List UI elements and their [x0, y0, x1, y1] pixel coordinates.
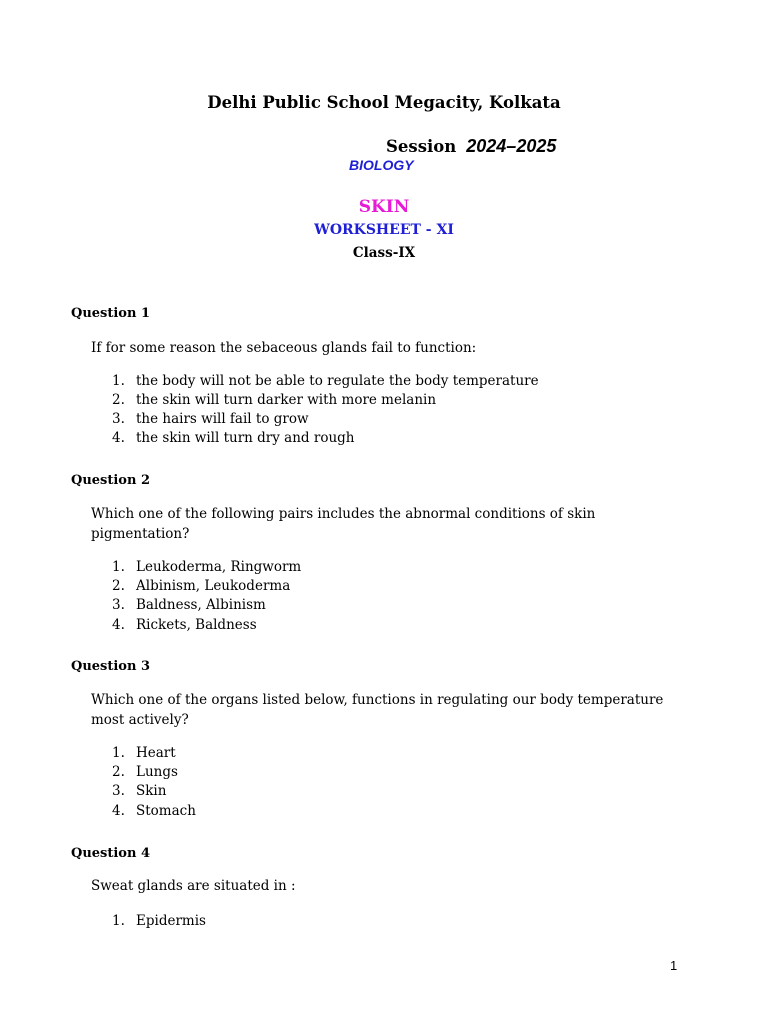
question-2-heading: Question 2 — [71, 473, 151, 488]
session-label: Session — [386, 137, 457, 156]
option-number: 1. — [112, 559, 125, 575]
session-years: 2024–2025 — [466, 136, 557, 156]
school-title: Delhi Public School Megacity, Kolkata — [207, 93, 561, 112]
option-text: Skin — [136, 783, 167, 799]
page-number: 1 — [670, 958, 678, 973]
question-3-option-3 — [112, 783, 166, 799]
option-text: Leukoderma, Ringworm — [136, 559, 302, 575]
question-2-option-3 — [112, 597, 266, 613]
question-1-option-2 — [112, 392, 436, 408]
question-3-option-1 — [112, 745, 176, 761]
option-number: 3. — [112, 783, 125, 799]
option-text: Albinism, Leukoderma — [136, 578, 291, 594]
option-text: the skin will turn dry and rough — [136, 430, 355, 446]
question-2-option-1 — [112, 559, 301, 575]
question-3-option-4 — [112, 803, 196, 819]
option-text: Stomach — [136, 803, 196, 819]
subject-label: BIOLOGY — [349, 157, 414, 173]
class-label: Class-IX — [352, 245, 416, 261]
option-text: the body will not be able to regulate the body temperature — [136, 373, 539, 389]
option-number: 1. — [112, 373, 125, 389]
option-text: Lungs — [136, 764, 178, 780]
option-number: 3. — [112, 597, 125, 613]
option-number: 4. — [112, 430, 125, 446]
option-number: 1. — [112, 745, 125, 761]
question-3-text: Which one of the organs listed below, functions in regulating our body temperature most actively? — [91, 692, 664, 728]
session-line — [386, 136, 556, 157]
question-4-heading: Question 4 — [71, 846, 151, 861]
question-1-option-3 — [112, 411, 309, 427]
question-2-option-4 — [112, 617, 257, 633]
question-1-option-1 — [112, 373, 539, 389]
question-1-option-4 — [112, 430, 354, 446]
option-text: Baldness, Albinism — [136, 597, 266, 613]
question-1-text: If for some reason the sebaceous glands fail to function: — [91, 340, 477, 356]
question-3-option-2 — [112, 764, 178, 780]
option-number: 4. — [112, 803, 125, 819]
option-number: 2. — [112, 392, 125, 408]
question-3-heading: Question 3 — [71, 659, 151, 674]
question-2-text: Which one of the following pairs includes the abnormal conditions of skin pigmentation? — [91, 506, 596, 542]
option-text: Epidermis — [136, 913, 206, 929]
option-number: 3. — [112, 411, 125, 427]
question-4-option-1 — [112, 913, 206, 929]
option-number: 2. — [112, 578, 125, 594]
option-text: the skin will turn darker with more melanin — [136, 392, 437, 408]
option-text: Heart — [136, 745, 176, 761]
topic-title: SKIN — [358, 197, 410, 217]
question-1-heading: Question 1 — [71, 306, 151, 321]
question-4-text: Sweat glands are situated in : — [91, 878, 296, 894]
worksheet-label: WORKSHEET - XI — [314, 222, 454, 238]
option-number: 2. — [112, 764, 125, 780]
question-2-option-2 — [112, 578, 290, 594]
option-number: 1. — [112, 913, 125, 929]
option-text: Rickets, Baldness — [136, 617, 257, 633]
option-number: 4. — [112, 617, 125, 633]
option-text: the hairs will fail to grow — [136, 411, 309, 427]
